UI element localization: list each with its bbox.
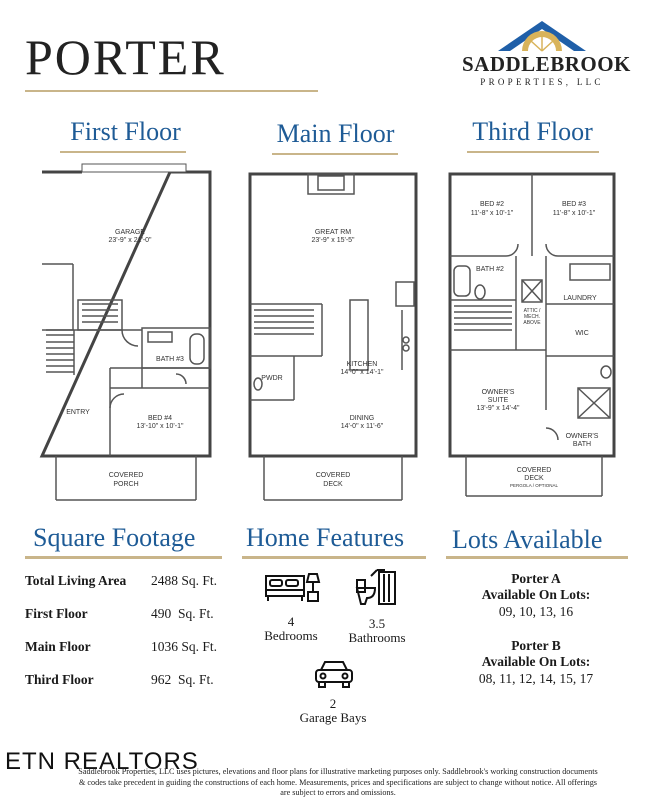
- first-floor-title: First Floor: [70, 117, 181, 146]
- sf-value: 490 Sq. Ft.: [151, 606, 214, 621]
- lot-available-label: Available On Lots:: [481, 587, 591, 602]
- disclaimer-text: Saddlebrook Properties, LLC uses pictures, elevations and floor plans for illustrative marketing purposes only. Saddlebrook's working construction documents & codes take precedent in guiding the constructions of each home. Measurements, prices and specifications are subject to change without notice. All offerings are subject to errors and omissions.: [78, 767, 598, 797]
- company-logo: [462, 15, 631, 95]
- deck-label-line2: DECK: [323, 481, 343, 488]
- bath3-label: BATH #3: [156, 356, 184, 363]
- bed4-dimensions: 13'-10" x 10'-1": [136, 423, 184, 430]
- owners-suite-label-line2: SUITE: [487, 397, 509, 404]
- great-room-dimensions: 23'-9" x 15'-5": [311, 237, 355, 244]
- bathrooms-count: 3.5: [368, 616, 386, 631]
- home-features-title: Home Features: [246, 523, 405, 552]
- garage-count: 2: [329, 696, 337, 711]
- attic-label-line3: ABOVE: [523, 320, 541, 326]
- lot-group-porter-a: [452, 571, 620, 620]
- attic-label-line2: MECH.: [523, 314, 541, 320]
- sf-value: 2488 Sq. Ft.: [151, 573, 218, 588]
- logo-roof-icon: [462, 15, 622, 55]
- bed4-label: BED #4: [147, 415, 173, 422]
- dining-label: DINING: [349, 415, 375, 422]
- third-floor-underline: [467, 151, 599, 153]
- porch-label-line2: PORCH: [113, 481, 139, 488]
- bathrooms-label: Bathrooms: [348, 630, 406, 645]
- third-deck-label-line1: COVERED: [516, 467, 552, 474]
- home-features-underline: [242, 556, 426, 559]
- walk-in-closet-label: WIC: [575, 330, 589, 337]
- first-floor-plan: [38, 160, 216, 505]
- lamp-icon: [305, 570, 321, 604]
- lot-group-porter-b: [452, 638, 620, 687]
- toilet-icon: [355, 566, 397, 606]
- bedrooms-label: Bedrooms: [264, 628, 318, 643]
- bed2-dimensions: 11'-8" x 10'-1": [470, 210, 514, 217]
- lot-available-label: Available On Lots:: [481, 654, 591, 669]
- logo-name: SADDLEBROOK: [462, 52, 631, 76]
- logo-subtitle: PROPERTIES, LLC: [480, 77, 604, 87]
- garage-dimensions: 23'-9" x 21'-0": [108, 237, 152, 244]
- sf-label: Third Floor: [25, 672, 94, 687]
- sf-label: First Floor: [25, 606, 88, 621]
- realtor-watermark: ETN REALTORS: [5, 748, 199, 775]
- pergola-label: PERGOLA / OPTIONAL: [509, 483, 559, 488]
- sf-label: Main Floor: [25, 639, 91, 654]
- first-floor-underline: [60, 151, 186, 153]
- dining-dimensions: 14'-0" x 11'-6": [340, 423, 384, 430]
- attic-label-line1: ATTIC /: [523, 308, 541, 314]
- lot-group-name: Porter A: [511, 571, 561, 586]
- porch-label-line1: COVERED: [108, 472, 144, 479]
- owners-suite-label-line1: OWNER'S: [481, 389, 515, 396]
- bed3-dimensions: 11'-8" x 10'-1": [552, 210, 596, 217]
- square-footage-underline: [25, 556, 222, 559]
- sf-row-total: [25, 573, 235, 591]
- main-floor-underline: [272, 153, 398, 155]
- lot-numbers: 08, 11, 12, 14, 15, 17: [478, 671, 594, 686]
- car-icon: [313, 658, 355, 690]
- sf-row-first-floor: [25, 606, 235, 624]
- lot-group-name: Porter B: [511, 638, 561, 653]
- square-footage-title: Square Footage: [33, 523, 196, 552]
- bath2-label: BATH #2: [476, 266, 504, 273]
- garage-label: Garage Bays: [299, 710, 367, 725]
- kitchen-dimensions: 14'-0" x 14'-1": [340, 369, 384, 376]
- kitchen-label: KITCHEN: [346, 361, 378, 368]
- page-title: PORTER: [25, 29, 226, 85]
- sf-row-main-floor: [25, 639, 235, 657]
- great-room-label: GREAT RM: [314, 229, 352, 236]
- third-floor-plan: [446, 160, 624, 505]
- garage-label: GARAGE: [115, 229, 145, 236]
- shower-icon: [379, 572, 395, 604]
- entry-label: ENTRY: [66, 409, 90, 416]
- sf-label: Total Living Area: [25, 573, 127, 588]
- sf-value: 962 Sq. Ft.: [151, 672, 214, 687]
- lots-available-title: Lots Available: [452, 525, 603, 554]
- owners-bath-label-line2: BATH: [572, 441, 592, 448]
- bedrooms-count: 4: [287, 614, 295, 629]
- main-floor-plan: [244, 160, 422, 505]
- lots-available-underline: [446, 556, 628, 559]
- bed2-label: BED #2: [479, 201, 505, 208]
- third-deck-label-line2: DECK: [524, 475, 544, 482]
- sf-value: 1036 Sq. Ft.: [151, 639, 218, 654]
- owners-suite-dimensions: 13'-9" x 14'-4": [476, 405, 520, 412]
- owners-bath-label-line1: OWNER'S: [565, 433, 599, 440]
- main-floor-title: Main Floor: [276, 119, 395, 148]
- sf-row-third-floor: [25, 672, 235, 690]
- powder-room-label: PWDR: [261, 375, 283, 382]
- bed3-label: BED #3: [561, 201, 587, 208]
- lot-numbers: 09, 10, 13, 16: [498, 604, 574, 619]
- laundry-label: LAUNDRY: [563, 295, 597, 302]
- title-underline: [25, 90, 318, 92]
- deck-label-line1: COVERED: [315, 472, 351, 479]
- third-floor-title: Third Floor: [472, 117, 593, 146]
